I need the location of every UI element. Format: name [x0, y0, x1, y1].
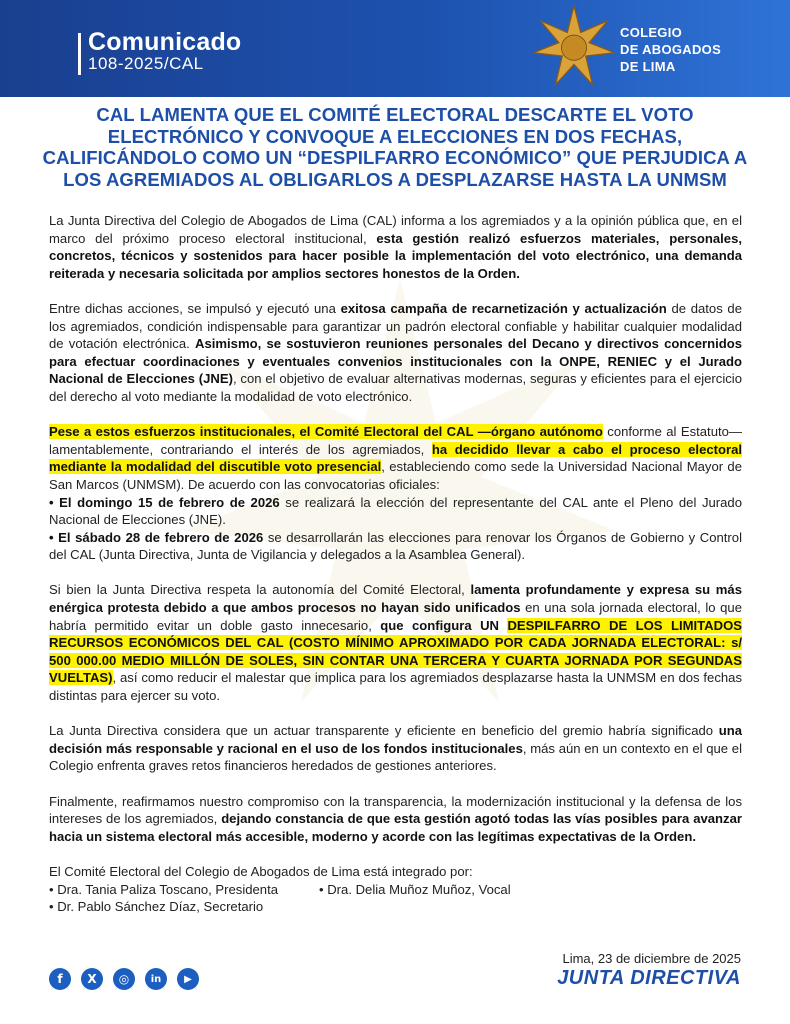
- member-item: • Dra. Tania Paliza Toscano, Presidenta: [49, 881, 279, 897]
- highlighted-span: Pese a estos esfuerzos institucionales, el Comité Electoral del CAL —órgano autónomo: [49, 424, 603, 440]
- text-span: , así como reducir el malestar que implica para los agremiados desplazarse hasta la UNMSM en dos fechas distintas para ejercer su voto.: [49, 670, 742, 704]
- bold-span: lamenta profundamente y expresa su más enérgica protesta debido a que ambos procesos no hayan sido unificados: [49, 582, 742, 616]
- org-line-1: COLEGIO: [620, 25, 683, 40]
- members-row: [49, 881, 742, 899]
- members-intro: El Comité Electoral del Colegio de Abogados de Lima está integrado por:: [49, 863, 473, 879]
- x-icon[interactable]: X: [81, 968, 103, 990]
- text-span: Entre dichas acciones, se impulsó y ejecutó una: [49, 300, 341, 316]
- bold-span: • El domingo 15 de febrero de 2026: [49, 494, 280, 510]
- page-title: Comunicado: [88, 28, 242, 56]
- bullet-item: [49, 494, 742, 529]
- member-item: • Dra. Delia Muñoz Muñoz, Vocal: [319, 881, 511, 897]
- text-span: se realizará la elección del representante del CAL ante el Pleno del Jurado Nacional de Elecciones (JNE).: [49, 494, 742, 528]
- text-span: , estableciendo como sede la Universidad Nacional Mayor de San Marcos (UNMSM). De acuerdo con las convocatorias oficiales:: [49, 459, 742, 492]
- cal-star-logo-icon: [532, 4, 616, 88]
- text-span: La Junta Directiva considera que un actuar transparente y eficiente en beneficio del gremio habría significado: [49, 723, 719, 739]
- committee-members: [49, 863, 742, 916]
- text-span: de datos de los agremiados, condición indispensable para garantizar un padrón electoral confiable y habilitar cualquier modalidad de votación electrónica.: [49, 300, 742, 352]
- facebook-icon[interactable]: f: [49, 968, 71, 990]
- text-span: se desarrollarán las elecciones para renovar los Órganos de Gobierno y Control del CAL (Junta Directiva, Junta de Vigilancia y delegados a la Asamblea General).: [49, 529, 742, 563]
- linkedin-icon[interactable]: in: [145, 968, 167, 990]
- signature: JUNTA DIRECTIVA: [557, 967, 741, 989]
- member-item: • Dr. Pablo Sánchez Díaz, Secretario: [49, 899, 264, 915]
- organization-name: [620, 24, 721, 75]
- paragraph-6: [49, 793, 742, 846]
- text-span: en una sola jornada electoral, lo que habría permitido evitar un doble gasto innecesario,: [49, 600, 742, 633]
- text-span: La Junta Directiva del Colegio de Abogados de Lima (CAL) informa a los agremiados y a la opinión pública que, en el marco del próximo proceso electoral institucional,: [49, 213, 742, 246]
- text-span: Finalmente, reafirmamos nuestro compromiso con la transparencia, la modernización institucional y la defensa de los intereses de los agremiados,: [49, 793, 742, 827]
- paragraph-4: [49, 581, 742, 704]
- text-span: , más aún en un contexto en el que el Colegio enfrenta graves retos financieros heredados de gestiones anteriores.: [49, 740, 742, 774]
- paragraph-2: [49, 300, 742, 406]
- text-span: Si bien la Junta Directiva respeta la autonomía del Comité Electoral,: [49, 582, 471, 598]
- instagram-icon[interactable]: ◎: [113, 968, 135, 990]
- title-divider: [78, 33, 81, 75]
- text-span: , con el objetivo de evaluar alternativas modernas, seguras y eficientes para el ejercicio del derecho al voto mediante la modalidad de voto electrónico.: [49, 371, 742, 404]
- org-line-3: DE LIMA: [620, 59, 676, 74]
- bold-span: dejando constancia de que esta gestión agotó todas las vías posibles para avanzar hacia un sistema electoral más accesible, moderno y acorde con las legítimas expectativas de la Orden.: [49, 811, 742, 844]
- org-line-2: DE ABOGADOS: [620, 42, 722, 57]
- bullet-item: [49, 529, 742, 564]
- text-span: conforme al Estatuto— lamentablemente, contrariando el interés de los agremiados,: [49, 424, 742, 457]
- bold-span: esta gestión realizó esfuerzos materiales, personales, concretos, técnicos y sostenidos para hacer posible la implementación del voto electrónico, una demanda reiterada y necesaria solicitada por amplios sectores honestos de la Orden.: [49, 230, 742, 281]
- paragraph-1: [49, 212, 742, 282]
- document-number: 108-2025/CAL: [88, 54, 204, 73]
- social-links: [49, 968, 199, 990]
- paragraph-5: [49, 722, 742, 775]
- headline: CAL LAMENTA QUE EL COMITÉ ELECTORAL DESCARTE EL VOTO ELECTRÓNICO Y CONVOQUE A ELECCIONES EN DOS FECHAS, CALIFICÁNDOLO COMO UN “DESPILFARRO ECONÓMICO” QUE PERJUDICA A LOS AGREMIADOS AL OBLIGARLOS A DESPLAZARSE HASTA LA UNMSM: [42, 104, 748, 190]
- bold-span: que configura UN: [380, 617, 508, 633]
- youtube-icon[interactable]: ▶: [177, 968, 199, 990]
- highlighted-span: ha decidido llevar a cabo el proceso electoral mediante la modalidad del discutible voto presencial: [49, 441, 743, 475]
- header-banner: [0, 0, 790, 97]
- paragraph-3: [49, 423, 742, 564]
- document-body: [49, 212, 742, 916]
- bold-span: una decisión más responsable y racional en el uso de los fondos institucionales: [49, 723, 742, 756]
- bold-span: Asimismo, se sostuvieron reuniones personales del Decano y directivos concernidos para efectuar coordinaciones y eventuales convenios institucionales con la ONPE, RENIEC y el Jurado Nacional de Elecciones (JNE): [49, 336, 742, 387]
- bold-span: • El sábado 28 de febrero de 2026: [49, 529, 264, 545]
- bold-span: exitosa campaña de recarnetización y actualización: [340, 300, 667, 316]
- document-date: Lima, 23 de diciembre de 2025: [562, 951, 741, 966]
- highlighted-span: DESPILFARRO DE LOS LIMITADOS RECURSOS ECONÓMICOS DEL CAL (COSTO MÍNIMO APROXIMADO POR CADA JORNADA ELECTORAL: s/ 500 000.00 MEDIO MILLÓN DE SOLES, SIN CONTAR UNA TERCERA Y CUARTA JORNADA POR SEGUNDAS VUELTAS): [49, 617, 743, 686]
